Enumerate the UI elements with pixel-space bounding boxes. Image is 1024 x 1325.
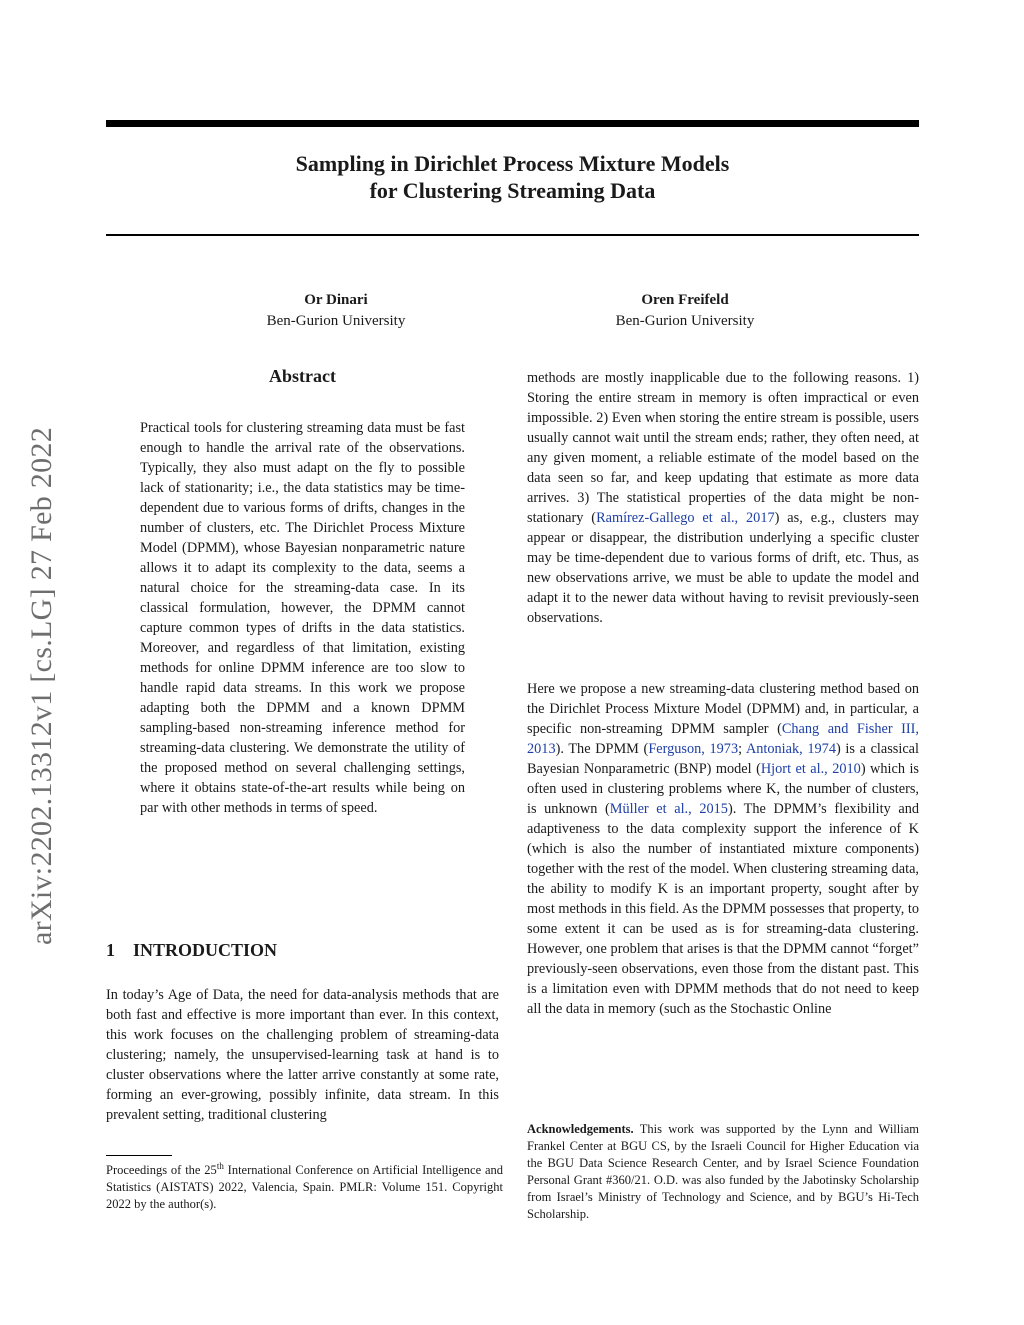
author-block-2	[520, 290, 850, 332]
author-name: Oren Freifeld	[641, 292, 729, 308]
author-affiliation: Ben-Gurion University	[266, 313, 406, 329]
intro-paragraph: In today’s Age of Data, the need for data-analysis methods that are both fast and effective is more important than ever. In this context, this work focuses on the challenging problem of streaming-data clustering; namely, the unsupervised-learning task at hand is to cluster observations where the latter arrive constantly at some rate, forming an ever-growing, possibly infinite, data stream. In this prevalent setting, traditional clustering	[106, 987, 499, 1123]
abstract-heading: Abstract	[269, 366, 336, 386]
acknowledgements-text: This work was supported by the Lynn and William Frankel Center at BGU CS, by the Israeli Council for Higher Education via the BGU Data Science Research Center, and by Israel Science Foundation Personal Grant #360/21. O.D. was also funded by the Jabotinsky Scholarship from Israel’s Ministry of Technology and Science, and by BGU’s Hi-Tech Scholarship.	[527, 1122, 919, 1221]
abstract-text: Practical tools for clustering streaming data must be fast enough to handle the arrival rate of the observations. Typically, they also must adapt on the fly to possible lack of stationarity; i.e., the data statistics may be time-dependent due to various forms of drifts, changes in the number of clusters, etc. The Dirichlet Process Mixture Model (DPMM), whose Bayesian nonparametric nature allows it to adapt its complexity to the data, seems a natural choice for the streaming-data case. In its classical formulation, however, the DPMM cannot capture common types of drifts in the data statistics. Moreover, and regardless of that limitation, existing methods for online DPMM inference are too slow to handle rapid data streams. In this work we propose adapting both the DPMM and a known DPMM sampling-based non-streaming inference method for streaming-data clustering. We demonstrate the utility of the proposed method on several challenging settings, where it obtains state-of-the-art results while being on par with other methods in terms of speed.	[140, 420, 465, 816]
author-block-1	[171, 290, 501, 332]
text-run: ). The DPMM (	[555, 741, 649, 757]
text-run: methods are mostly inapplicable due to the following reasons. 1) Storing the entire stream in memory is often impractical or even impossible. 2) Even when storing the entire stream is possible, users usually cannot wait until the stream ends; rather, they often need, at any given moment, a reliable estimate of the model based on the data seen so far, and keep updating that estimate as more data arrives. 3) The statistical properties of the data might be non-stationary (	[527, 370, 919, 526]
citation-link[interactable]: Ramírez-Gallego et al., 2017	[596, 510, 775, 526]
title-line-1: Sampling in Dirichlet Process Mixture Models	[295, 151, 730, 176]
footnote-superscript: th	[216, 1160, 224, 1171]
title-line-2: for Clustering Streaming Data	[369, 178, 656, 203]
title-top-rule	[106, 120, 919, 127]
citation-link[interactable]: Müller et al., 2015	[609, 801, 728, 817]
text-run: ;	[738, 741, 746, 757]
paper-title	[106, 150, 919, 204]
section-title: INTRODUCTION	[133, 940, 278, 960]
footnote-text-end: International Conference on Artificial Intelligence and Statistics (AISTATS) 2022, Valencia, Spain. PMLR: Volume 151. Copyright 2022 by the author(s).	[106, 1163, 504, 1211]
author-affiliation: Ben-Gurion University	[615, 313, 755, 329]
footnote-text-start: Proceedings of the 25	[106, 1163, 217, 1177]
citation-link[interactable]: Chang and Fisher III, 2013	[527, 721, 919, 757]
title-bottom-rule	[106, 234, 919, 236]
right-paragraph-2	[527, 679, 919, 1019]
citation-link[interactable]: Ferguson, 1973	[648, 741, 739, 757]
text-run: ). The DPMM’s flexibility and adaptiveness to the data complexity support the inference of K (which is also the number of instantiated mixture components) together with the rest of the model. When clustering streaming data, the ability to modify K is an important property, sought after by most methods in this field. As the DPMM possesses that property, to some extent it can be used as is for streaming-data clustering. However, one problem that arises is that the DPMM cannot “forget” previously-seen observations, even those from the distant past. This is a limitation even with DPMM methods that do not need to keep all the data in memory (such as the Stochastic Online	[527, 801, 919, 1017]
author-name: Or Dinari	[304, 292, 368, 308]
section-heading	[106, 940, 277, 961]
citation-link[interactable]: Hjort et al., 2010	[760, 761, 861, 777]
footnote	[106, 1162, 503, 1213]
text-run: ) as, e.g., clusters may appear or disappear, the distribution underlying a specific cluster may be time-dependent due to various forms of drift, etc. Thus, as new observations arrive, we must be able to update the model and adapt it to the newer data without having to revisit previously-seen observations.	[527, 510, 920, 626]
footnote-rule	[106, 1155, 172, 1156]
text-run: ) is a classical Bayesian Nonparametric (BNP) model (	[527, 741, 919, 777]
section-number: 1	[106, 940, 115, 960]
text-run: ) which is often used in clustering problems where K, the number of clusters, is unknown (	[527, 761, 920, 817]
right-paragraph-1	[527, 368, 919, 628]
acknowledgements	[527, 1121, 919, 1223]
citation-link[interactable]: Antoniak, 1974	[745, 741, 836, 757]
text-run: Here we propose a new streaming-data clustering method based on the Dirichlet Process Mixture Model (DPMM) and, in particular, a specific non-streaming DPMM sampler (	[527, 681, 919, 737]
acknowledgements-heading: Acknowledgements.	[527, 1122, 634, 1136]
arxiv-identifier: arXiv:2202.13312v1 [cs.LG] 27 Feb 2022	[25, 426, 58, 945]
